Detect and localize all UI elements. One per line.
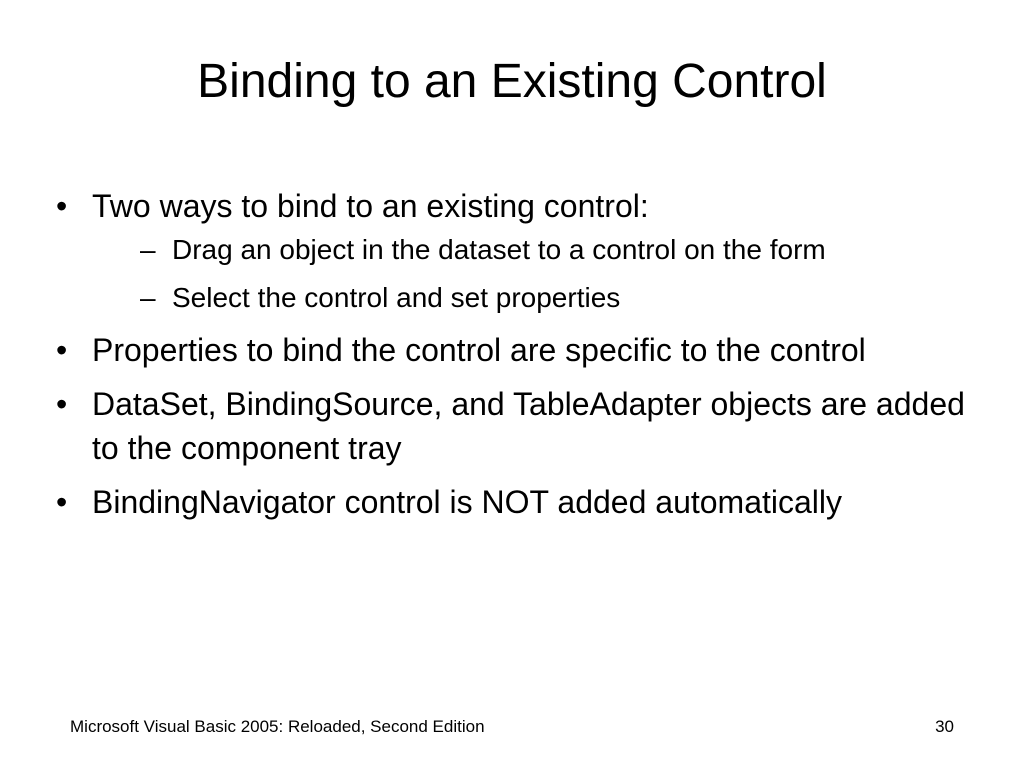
footer-book-title: Microsoft Visual Basic 2005: Reloaded, Second Edition	[70, 717, 485, 736]
bullet-item	[56, 480, 976, 524]
bullet-marker: •	[56, 484, 68, 520]
bullet-marker: •	[56, 188, 68, 224]
sub-bullet-marker: –	[140, 282, 156, 313]
bullet-text: Properties to bind the control are specific to the control	[92, 332, 866, 368]
bullet-marker: •	[56, 386, 68, 422]
sub-bullet-item	[92, 230, 976, 270]
sub-bullet-item	[92, 278, 976, 318]
bullet-text: Two ways to bind to an existing control:	[92, 188, 649, 224]
bullet-item	[56, 184, 976, 318]
bullet-text: DataSet, BindingSource, and TableAdapter objects are added to the component tray	[92, 386, 965, 466]
sub-bullet-text: Drag an object in the dataset to a control on the form	[172, 234, 826, 265]
sub-bullet-marker: –	[140, 234, 156, 265]
bullet-text: BindingNavigator control is NOT added automatically	[92, 484, 843, 520]
footer-page-number: 30	[935, 717, 954, 736]
bullet-item	[56, 328, 976, 372]
slide-title: Binding to an Existing Control	[197, 55, 827, 108]
bullet-marker: •	[56, 332, 68, 368]
sub-bullet-text: Select the control and set properties	[172, 282, 621, 313]
bullet-item	[56, 382, 976, 470]
bullet-list	[56, 184, 976, 534]
sub-bullet-list	[92, 230, 976, 318]
